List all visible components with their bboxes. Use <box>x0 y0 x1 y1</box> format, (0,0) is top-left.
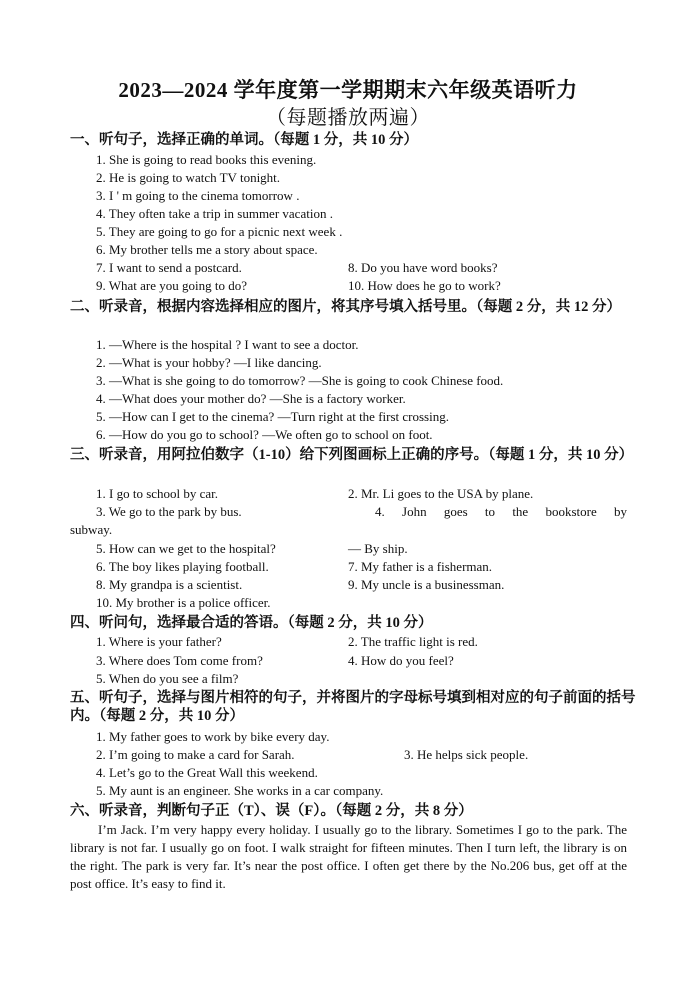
s2-item-2: 2. —What is your hobby? —I like dancing. <box>96 355 322 370</box>
s1-item-8: 8. Do you have word books? <box>348 260 498 275</box>
s5-item-4: 4. Let’s go to the Great Wall this weekend. <box>96 765 318 780</box>
s2-item-3: 3. —What is she going to do tomorrow? —She is going to cook Chinese food. <box>96 373 504 388</box>
s3-item-3: 3. We go to the park by bus. <box>96 504 242 519</box>
s1-item-6: 6. My brother tells me a story about space. <box>96 242 318 257</box>
s4-item-5: 5. When do you see a film? <box>96 671 239 686</box>
s1-item-4: 4. They often take a trip in summer vacation . <box>96 206 333 221</box>
section-6-heading: 六、听录音，判断句子正（T）、误（F）。（每题 2 分，共 8 分） <box>70 803 473 819</box>
s3-item-7: 7. My father is a fisherman. <box>348 559 493 574</box>
s6-passage-text: I’m Jack. I’m very happy every holiday. I usually go to the library. Sometimes I go to the park. The library is not far. I usually go on foot. I walk straight for fifteen minutes. Then I turn left, the library is on the right. The park is very far. It’s near the post office. I often get there by the No.206 bus, get off at the post office. It’s easy to find it. <box>70 822 627 891</box>
s3-item-8: 8. My grandpa is a scientist. <box>96 577 243 592</box>
s3-item-1: 1. I go to school by car. <box>96 486 219 501</box>
s1-item-7: 7. I want to send a postcard. <box>96 260 242 275</box>
s5-item-1: 1. My father goes to work by bike every day. <box>96 729 330 744</box>
s1-item-5: 5. They are going to go for a picnic next week . <box>96 224 343 239</box>
s1-item-10: 10. How does he go to work? <box>348 278 501 293</box>
s4-item-2: 2. The traffic light is red. <box>348 634 478 649</box>
s4-item-3: 3. Where does Tom come from? <box>96 653 263 668</box>
s1-item-9: 9. What are you going to do? <box>96 278 248 293</box>
section-2-heading: 二、听录音，根据内容选择相应的图片，将其序号填入括号里。（每题 2 分，共 12 分） <box>70 299 621 315</box>
s3-item-4: 4. John goes to the bookstore by <box>375 504 627 519</box>
s2-item-6: 6. —How do you go to school? —We often go to school on foot. <box>96 427 433 442</box>
s1-item-1: 1. She is going to read books this evening. <box>96 152 317 167</box>
s2-item-4: 4. —What does your mother do? —She is a factory worker. <box>96 391 406 406</box>
section-3-heading: 三、听录音，用阿拉伯数字（1-10）给下列图画标上正确的序号。（每题 1 分，共 10 分） <box>70 447 634 463</box>
page-subtitle: （每题播放两遍） <box>266 107 430 129</box>
section-4-heading: 四、听问句，选择最合适的答语。（每题 2 分，共 10 分） <box>70 615 433 631</box>
s2-item-1: 1. —Where is the hospital ? I want to see a doctor. <box>96 337 359 352</box>
s3-item-6: 6. The boy likes playing football. <box>96 559 269 574</box>
page-title: 2023—2024 学年度第一学期期末六年级英语听力 <box>118 78 578 102</box>
s3-item-5-answer: — By ship. <box>348 541 408 556</box>
section-1-heading: 一、听句子，选择正确的单词。（每题 1 分，共 10 分） <box>70 132 418 148</box>
s1-item-3: 3. I ' m going to the cinema tomorrow . <box>96 188 300 203</box>
s3-item-2: 2. Mr. Li goes to the USA by plane. <box>348 486 534 501</box>
s5-item-5: 5. My aunt is an engineer. She works in a car company. <box>96 783 384 798</box>
s2-item-5: 5. —How can I get to the cinema? —Turn right at the first crossing. <box>96 409 449 424</box>
s3-item-5: 5. How can we get to the hospital? <box>96 541 276 556</box>
s1-item-2: 2. He is going to watch TV tonight. <box>96 170 281 185</box>
s5-item-3: 3. He helps sick people. <box>404 747 529 762</box>
s3-item-9: 9. My uncle is a businessman. <box>348 577 505 592</box>
section-5-heading: 五、听句子，选择与图片相符的句子，并将图片的字母标号填到相对应的句子前面的括号内。（每题 2 分，共 10 分） <box>70 690 636 724</box>
s3-item-4-wrap: subway. <box>70 522 113 537</box>
s5-item-2: 2. I’m going to make a card for Sarah. <box>96 747 295 762</box>
s3-item-10: 10. My brother is a police officer. <box>96 595 271 610</box>
s6-passage <box>70 821 627 893</box>
s4-item-1: 1. Where is your father? <box>96 634 222 649</box>
s4-item-4: 4. How do you feel? <box>348 653 454 668</box>
